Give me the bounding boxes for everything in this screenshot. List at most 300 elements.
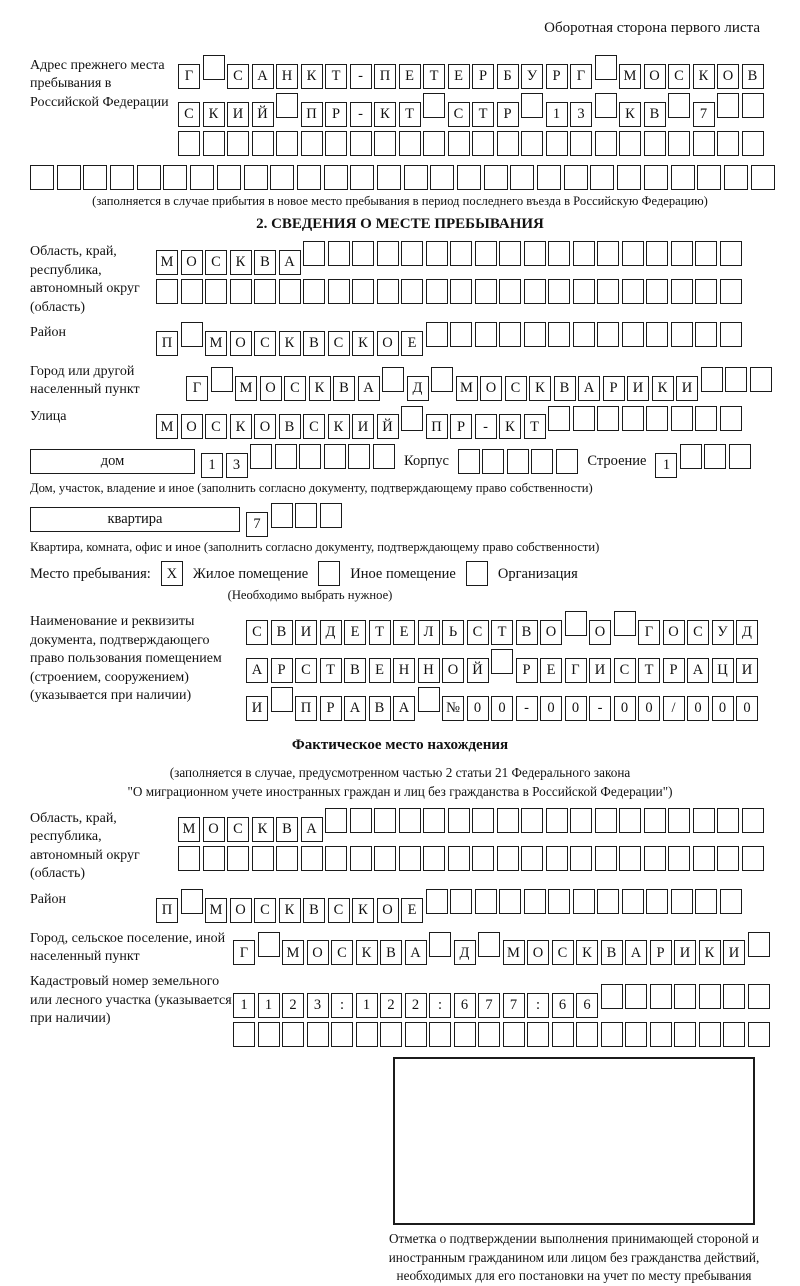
char-box[interactable] [203,846,225,871]
char-box[interactable]: С [328,898,350,923]
char-box[interactable]: Й [377,414,399,439]
char-box[interactable] [499,889,521,914]
char-box[interactable]: К [352,898,374,923]
char-box[interactable]: А [578,376,600,401]
char-box[interactable]: О [260,376,282,401]
char-box[interactable] [328,279,350,304]
char-box[interactable] [450,322,472,347]
char-box[interactable]: К [576,940,598,965]
char-box[interactable] [205,279,227,304]
char-box[interactable] [163,165,187,190]
char-box[interactable] [217,165,241,190]
char-box[interactable] [450,241,472,266]
char-box[interactable] [497,846,519,871]
char-box[interactable] [374,131,396,156]
char-box[interactable]: Е [540,658,562,683]
char-box[interactable] [725,367,747,392]
char-box[interactable]: О [254,414,276,439]
char-box[interactable]: Д [407,376,429,401]
char-box[interactable] [622,241,644,266]
char-box[interactable]: О [307,940,329,965]
char-box[interactable] [230,279,252,304]
char-box[interactable]: А [279,250,301,275]
char-box[interactable]: К [203,102,225,127]
char-box[interactable]: М [619,64,641,89]
char-box[interactable] [597,279,619,304]
char-box[interactable]: С [178,102,200,127]
char-box[interactable] [617,165,641,190]
char-box[interactable]: И [295,620,317,645]
char-box[interactable] [546,131,568,156]
char-box[interactable] [325,846,347,871]
char-box[interactable] [399,846,421,871]
char-box[interactable] [622,322,644,347]
char-box[interactable]: О [377,331,399,356]
char-box[interactable] [750,367,772,392]
char-box[interactable]: М [282,940,304,965]
char-box[interactable]: В [271,620,293,645]
char-box[interactable]: П [295,696,317,721]
char-box[interactable]: Й [467,658,489,683]
char-box[interactable] [380,1022,402,1047]
char-box[interactable] [595,55,617,80]
char-box[interactable]: И [246,696,268,721]
char-box[interactable] [601,1022,623,1047]
char-box[interactable] [742,846,764,871]
char-box[interactable]: В [380,940,402,965]
char-box[interactable]: Т [472,102,494,127]
char-box[interactable] [548,241,570,266]
char-box[interactable]: К [301,64,323,89]
char-box[interactable] [448,808,470,833]
char-box[interactable]: С [331,940,353,965]
char-box[interactable]: Т [320,658,342,683]
char-box[interactable] [399,131,421,156]
char-box[interactable] [622,279,644,304]
char-box[interactable] [401,279,423,304]
char-box[interactable] [254,279,276,304]
char-box[interactable]: 7 [503,993,525,1018]
char-box[interactable]: О [181,414,203,439]
char-box[interactable] [404,165,428,190]
char-box[interactable] [423,131,445,156]
char-box[interactable]: Р [450,414,472,439]
char-box[interactable]: К [619,102,641,127]
char-box[interactable]: А [405,940,427,965]
char-box[interactable] [723,1022,745,1047]
char-box[interactable] [418,687,440,712]
char-box[interactable] [211,367,233,392]
char-box[interactable] [619,846,641,871]
char-box[interactable]: Р [320,696,342,721]
char-box[interactable]: 0 [712,696,734,721]
char-box[interactable] [299,444,321,469]
char-box[interactable] [668,131,690,156]
char-box[interactable] [521,131,543,156]
char-box[interactable] [484,165,508,190]
char-box[interactable]: М [156,250,178,275]
char-box[interactable]: Т [423,64,445,89]
char-box[interactable]: 2 [282,993,304,1018]
char-box[interactable]: П [374,64,396,89]
char-box[interactable]: У [712,620,734,645]
char-box[interactable] [625,984,647,1009]
char-box[interactable] [622,889,644,914]
char-box[interactable]: А [344,696,366,721]
char-box[interactable]: Р [497,102,519,127]
char-box[interactable] [478,1022,500,1047]
char-box[interactable]: 2 [405,993,427,1018]
char-box[interactable] [282,1022,304,1047]
char-box[interactable] [701,367,723,392]
char-box[interactable] [671,406,693,431]
char-box[interactable]: В [644,102,666,127]
char-box[interactable]: О [663,620,685,645]
char-box[interactable] [573,279,595,304]
char-box[interactable]: Л [418,620,440,645]
char-box[interactable]: / [663,696,685,721]
char-box[interactable]: : [527,993,549,1018]
char-box[interactable]: 0 [491,696,513,721]
char-box[interactable] [576,1022,598,1047]
char-box[interactable] [590,165,614,190]
char-box[interactable]: С [227,817,249,842]
char-box[interactable] [475,241,497,266]
char-box[interactable] [527,1022,549,1047]
char-box[interactable]: 2 [380,993,402,1018]
char-box[interactable] [546,808,568,833]
char-box[interactable] [720,279,742,304]
char-box[interactable]: А [301,817,323,842]
char-box[interactable] [597,889,619,914]
char-box[interactable]: В [742,64,764,89]
char-box[interactable] [548,406,570,431]
char-box[interactable]: М [205,898,227,923]
char-box[interactable]: Е [448,64,470,89]
char-box[interactable]: 1 [655,453,677,478]
char-box[interactable]: К [699,940,721,965]
char-box[interactable] [373,444,395,469]
char-box[interactable]: : [331,993,353,1018]
char-box[interactable] [203,131,225,156]
char-box[interactable]: В [303,898,325,923]
char-box[interactable] [570,131,592,156]
char-box[interactable]: Т [369,620,391,645]
apartment-type-box[interactable]: квартира [30,507,240,532]
char-box[interactable]: В [254,250,276,275]
char-box[interactable]: С [448,102,470,127]
char-box[interactable]: 0 [736,696,758,721]
char-box[interactable] [693,131,715,156]
char-box[interactable] [646,279,668,304]
char-box[interactable]: О [230,898,252,923]
char-box[interactable] [548,889,570,914]
char-box[interactable] [475,322,497,347]
char-box[interactable] [674,1022,696,1047]
char-box[interactable]: О [527,940,549,965]
char-box[interactable] [671,241,693,266]
char-box[interactable] [503,1022,525,1047]
char-box[interactable]: Р [472,64,494,89]
char-box[interactable]: 7 [246,512,268,537]
char-box[interactable]: П [156,331,178,356]
char-box[interactable] [426,241,448,266]
char-box[interactable] [546,846,568,871]
char-box[interactable]: 1 [546,102,568,127]
char-box[interactable] [622,406,644,431]
char-box[interactable] [644,808,666,833]
char-box[interactable]: - [350,102,372,127]
char-box[interactable]: С [205,414,227,439]
char-box[interactable] [270,165,294,190]
char-box[interactable] [430,165,454,190]
char-box[interactable] [401,406,423,431]
char-box[interactable] [704,444,726,469]
char-box[interactable]: К [328,414,350,439]
char-box[interactable] [748,932,770,957]
char-box[interactable] [573,322,595,347]
char-box[interactable]: Е [401,331,423,356]
char-box[interactable]: И [723,940,745,965]
char-box[interactable]: - [350,64,372,89]
char-box[interactable]: В [276,817,298,842]
char-box[interactable]: О [644,64,666,89]
char-box[interactable] [458,449,480,474]
char-box[interactable] [531,449,553,474]
char-box[interactable] [717,808,739,833]
char-box[interactable] [748,1022,770,1047]
char-box[interactable] [295,503,317,528]
char-box[interactable] [671,889,693,914]
char-box[interactable]: Ь [442,620,464,645]
char-box[interactable] [699,1022,721,1047]
char-box[interactable] [742,808,764,833]
char-box[interactable]: О [377,898,399,923]
checkbox-residential[interactable]: X [161,561,183,586]
char-box[interactable] [619,131,641,156]
char-box[interactable] [499,279,521,304]
char-box[interactable] [457,165,481,190]
char-box[interactable] [521,808,543,833]
char-box[interactable]: В [516,620,538,645]
char-box[interactable]: Н [276,64,298,89]
char-box[interactable]: Р [650,940,672,965]
char-box[interactable]: М [205,331,227,356]
char-box[interactable] [573,889,595,914]
char-box[interactable]: И [674,940,696,965]
char-box[interactable]: А [358,376,380,401]
char-box[interactable] [548,279,570,304]
char-box[interactable] [644,131,666,156]
char-box[interactable] [717,93,739,118]
char-box[interactable] [556,449,578,474]
char-box[interactable] [601,984,623,1009]
char-box[interactable] [668,93,690,118]
char-box[interactable] [450,889,472,914]
char-box[interactable]: Д [736,620,758,645]
char-box[interactable] [426,279,448,304]
char-box[interactable] [303,241,325,266]
char-box[interactable] [301,846,323,871]
char-box[interactable]: С [505,376,527,401]
char-box[interactable] [203,55,225,80]
char-box[interactable] [350,131,372,156]
char-box[interactable] [377,241,399,266]
char-box[interactable]: М [456,376,478,401]
char-box[interactable]: 6 [576,993,598,1018]
char-box[interactable] [671,165,695,190]
char-box[interactable]: А [252,64,274,89]
char-box[interactable] [320,503,342,528]
char-box[interactable] [252,131,274,156]
char-box[interactable]: 1 [233,993,255,1018]
char-box[interactable]: Р [663,658,685,683]
char-box[interactable]: К [309,376,331,401]
char-box[interactable] [181,322,203,347]
char-box[interactable] [595,93,617,118]
char-box[interactable]: К [279,331,301,356]
char-box[interactable]: Е [399,64,421,89]
char-box[interactable] [275,444,297,469]
char-box[interactable]: Б [497,64,519,89]
char-box[interactable]: С [614,658,636,683]
char-box[interactable] [499,241,521,266]
char-box[interactable] [244,165,268,190]
char-box[interactable]: М [178,817,200,842]
char-box[interactable] [510,165,534,190]
char-box[interactable]: К [230,250,252,275]
char-box[interactable] [423,93,445,118]
char-box[interactable] [276,846,298,871]
char-box[interactable] [324,165,348,190]
char-box[interactable] [30,165,54,190]
char-box[interactable]: Т [491,620,513,645]
char-box[interactable]: К [252,817,274,842]
char-box[interactable] [695,406,717,431]
char-box[interactable]: 1 [258,993,280,1018]
char-box[interactable] [279,279,301,304]
char-box[interactable]: Н [393,658,415,683]
char-box[interactable] [426,322,448,347]
char-box[interactable] [595,846,617,871]
char-box[interactable]: К [693,64,715,89]
char-box[interactable]: К [279,898,301,923]
char-box[interactable] [497,131,519,156]
char-box[interactable] [303,279,325,304]
char-box[interactable] [671,279,693,304]
char-box[interactable]: М [156,414,178,439]
char-box[interactable]: Е [369,658,391,683]
char-box[interactable] [697,165,721,190]
char-box[interactable] [301,131,323,156]
char-box[interactable] [742,131,764,156]
char-box[interactable] [646,889,668,914]
char-box[interactable]: Р [325,102,347,127]
char-box[interactable] [724,165,748,190]
char-box[interactable] [137,165,161,190]
char-box[interactable] [426,889,448,914]
char-box[interactable]: 6 [454,993,476,1018]
char-box[interactable] [181,279,203,304]
char-box[interactable] [751,165,775,190]
char-box[interactable] [475,279,497,304]
char-box[interactable]: - [589,696,611,721]
char-box[interactable] [644,846,666,871]
char-box[interactable] [276,93,298,118]
char-box[interactable]: - [475,414,497,439]
char-box[interactable]: Г [178,64,200,89]
char-box[interactable]: О [230,331,252,356]
char-box[interactable] [521,846,543,871]
char-box[interactable] [356,1022,378,1047]
char-box[interactable] [190,165,214,190]
char-box[interactable]: С [303,414,325,439]
char-box[interactable] [595,131,617,156]
char-box[interactable]: Р [603,376,625,401]
char-box[interactable]: 3 [570,102,592,127]
char-box[interactable]: А [687,658,709,683]
char-box[interactable]: 6 [552,993,574,1018]
char-box[interactable] [401,241,423,266]
checkbox-organization[interactable] [466,561,488,586]
char-box[interactable]: С [205,250,227,275]
char-box[interactable]: Г [186,376,208,401]
char-box[interactable]: М [235,376,257,401]
char-box[interactable] [276,131,298,156]
checkbox-other-premises[interactable] [318,561,340,586]
char-box[interactable] [374,846,396,871]
char-box[interactable]: 0 [638,696,660,721]
char-box[interactable]: Т [399,102,421,127]
char-box[interactable]: - [516,696,538,721]
char-box[interactable] [325,808,347,833]
char-box[interactable] [646,241,668,266]
char-box[interactable] [650,1022,672,1047]
char-box[interactable]: Г [565,658,587,683]
char-box[interactable] [597,322,619,347]
char-box[interactable] [350,808,372,833]
char-box[interactable]: В [554,376,576,401]
char-box[interactable] [720,406,742,431]
char-box[interactable] [227,131,249,156]
char-box[interactable] [350,165,374,190]
char-box[interactable] [450,279,472,304]
char-box[interactable]: О [181,250,203,275]
char-box[interactable] [178,131,200,156]
char-box[interactable]: В [369,696,391,721]
char-box[interactable]: Г [233,940,255,965]
char-box[interactable]: С [227,64,249,89]
char-box[interactable] [324,444,346,469]
char-box[interactable] [377,165,401,190]
char-box[interactable]: Д [320,620,342,645]
char-box[interactable]: С [295,658,317,683]
char-box[interactable] [352,279,374,304]
char-box[interactable] [497,808,519,833]
char-box[interactable]: П [426,414,448,439]
char-box[interactable]: Т [638,658,660,683]
char-box[interactable]: Е [401,898,423,923]
char-box[interactable] [565,611,587,636]
char-box[interactable]: К [356,940,378,965]
char-box[interactable]: Г [570,64,592,89]
char-box[interactable] [374,808,396,833]
char-box[interactable] [429,1022,451,1047]
char-box[interactable]: И [227,102,249,127]
char-box[interactable]: В [279,414,301,439]
char-box[interactable] [695,322,717,347]
char-box[interactable]: 0 [540,696,562,721]
